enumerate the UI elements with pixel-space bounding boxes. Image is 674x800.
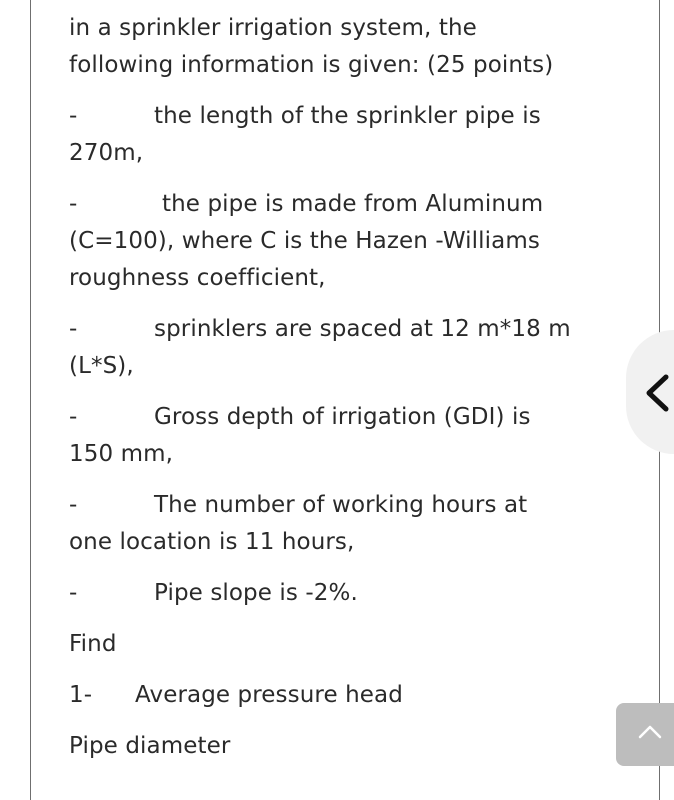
bullet-gdi	[69, 399, 629, 473]
intro-line-1: in a sprinkler irrigation system, the	[69, 15, 477, 41]
chevron-up-icon	[638, 723, 662, 739]
find-heading: Find	[69, 631, 117, 657]
bullet-dash: -	[69, 580, 78, 606]
bullet-text-continued: (L*S),	[69, 353, 134, 379]
bullet-text-continued: roughness coefficient,	[69, 265, 326, 291]
bullet-dash: -	[69, 103, 78, 129]
bullet-text: The number of working hours at	[154, 492, 528, 518]
bullet-length	[69, 98, 629, 172]
find-item-text: Average pressure head	[135, 682, 403, 708]
bullet-text-continued: 150 mm,	[69, 441, 174, 467]
find-item-1	[69, 677, 629, 714]
bullet-text-continued: (C=100), where C is the Hazen -Williams	[69, 228, 540, 254]
find-item-number: 1-	[69, 682, 93, 708]
bullet-material	[69, 186, 629, 297]
bullet-text: Pipe slope is -2%.	[154, 580, 358, 606]
bullet-slope	[69, 575, 629, 612]
bullet-text-continued: one location is 11 hours,	[69, 529, 355, 555]
intro-line-2: following information is given: (25 points)	[69, 52, 554, 78]
find-item-2: Pipe diameter	[69, 733, 231, 759]
bullet-text: Gross depth of irrigation (GDI) is	[154, 404, 531, 430]
question-text	[69, 10, 629, 765]
chevron-left-icon	[644, 374, 670, 412]
bullet-dash: -	[69, 492, 78, 518]
bullet-text-continued: 270m,	[69, 140, 144, 166]
bullet-text: sprinklers are spaced at 12 m*18 m	[154, 316, 571, 342]
bullet-dash: -	[69, 404, 78, 430]
bullet-text: the length of the sprinkler pipe is	[154, 103, 541, 129]
bullet-dash: -	[69, 316, 78, 342]
bullet-dash: -	[69, 191, 78, 217]
bullet-text: the pipe is made from Aluminum	[162, 191, 544, 217]
bullet-spacing	[69, 311, 629, 385]
scroll-to-top-button[interactable]	[616, 703, 674, 766]
bullet-hours	[69, 487, 629, 561]
